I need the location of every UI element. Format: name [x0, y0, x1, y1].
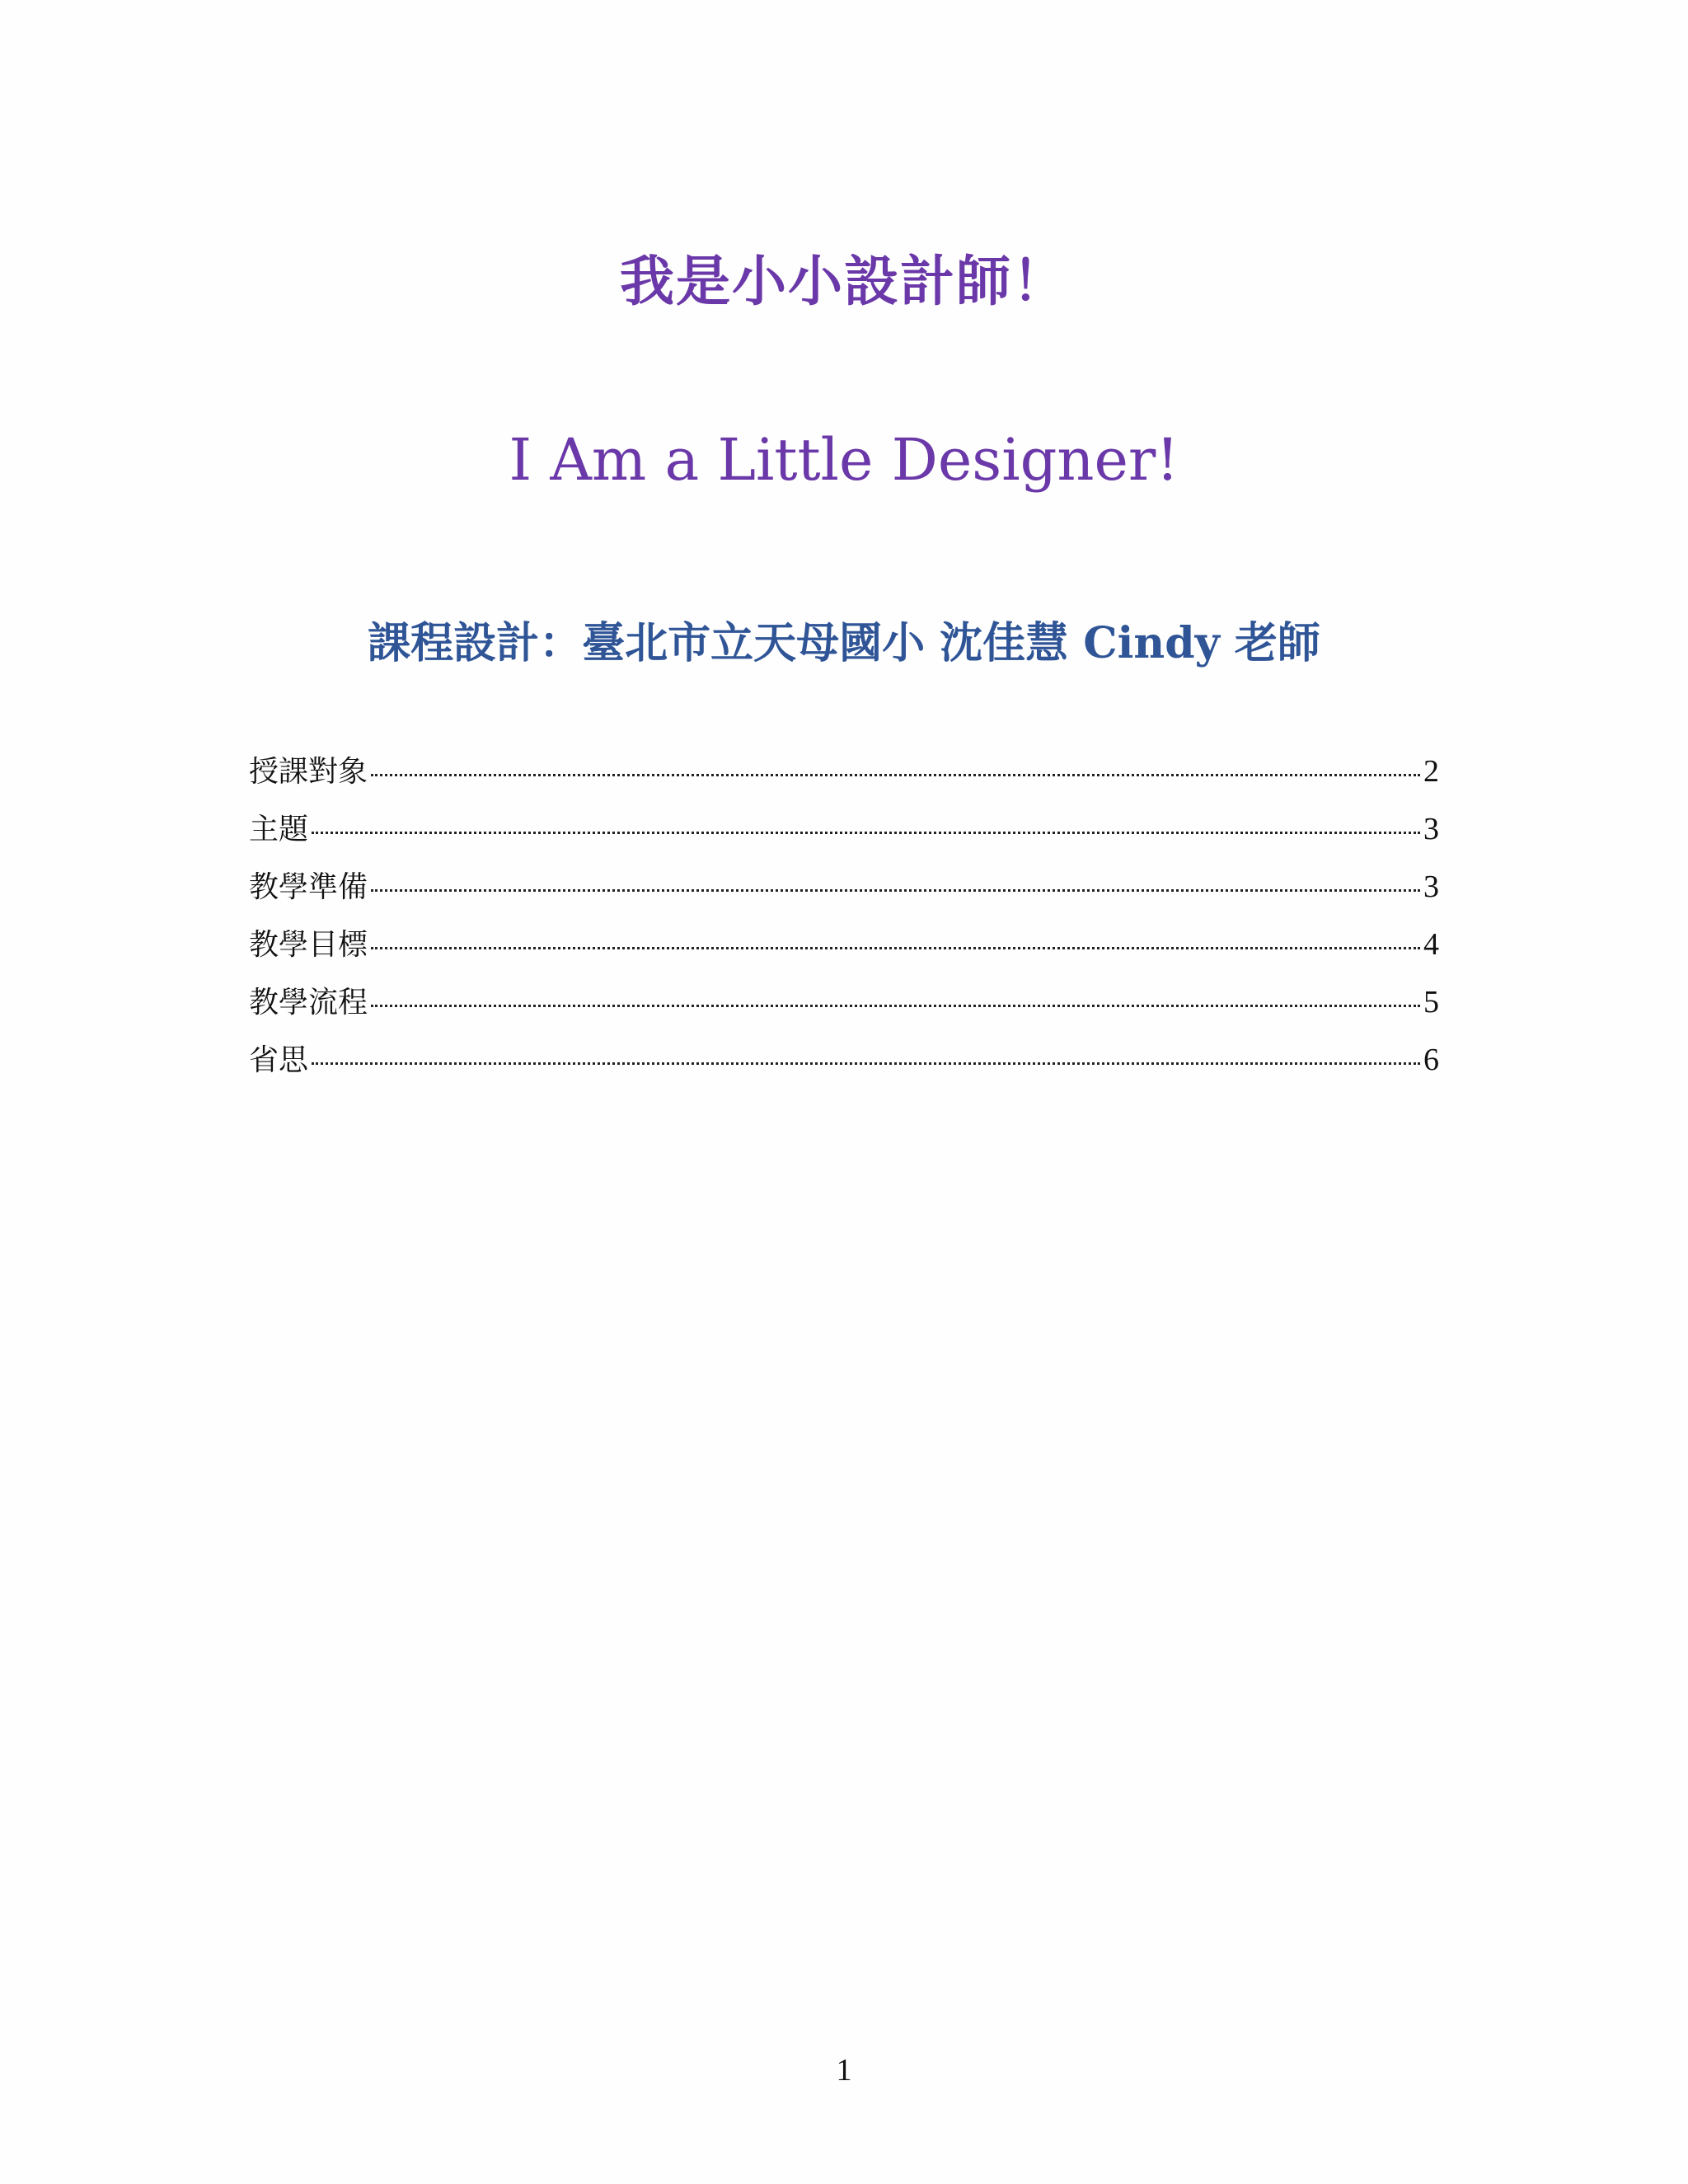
- author-line: 課程設計：臺北市立天母國小 沈佳慧 Cindy 老師: [368, 618, 1320, 668]
- toc-leader-dots: [371, 774, 1420, 776]
- toc-page-number: 4: [1423, 927, 1439, 962]
- toc-page-number: 2: [1423, 754, 1439, 789]
- toc-leader-dots: [371, 947, 1420, 949]
- toc-leader-dots: [312, 832, 1420, 834]
- toc-page-number: 3: [1423, 869, 1439, 904]
- toc-label: 主題: [249, 813, 309, 846]
- toc-page-number: 5: [1423, 985, 1439, 1019]
- page-number: 1: [836, 2053, 852, 2088]
- toc-entry-objectives[interactable]: [249, 921, 1439, 979]
- toc-label: 教學流程: [249, 986, 368, 1019]
- table-of-contents: [249, 748, 1439, 1094]
- toc-page-number: 6: [1423, 1043, 1439, 1077]
- toc-label: 教學準備: [249, 870, 368, 904]
- toc-entry-audience[interactable]: [249, 748, 1439, 806]
- toc-entry-preparation[interactable]: [249, 864, 1439, 921]
- title-english: I Am a Little Designer!: [509, 426, 1179, 494]
- toc-entry-reflection[interactable]: [249, 1037, 1439, 1094]
- toc-leader-dots: [371, 1005, 1420, 1007]
- toc-entry-theme[interactable]: [249, 806, 1439, 864]
- toc-leader-dots: [371, 889, 1420, 892]
- toc-label: 省思: [249, 1043, 309, 1077]
- title-chinese: 我是小小設計師！: [620, 249, 1068, 313]
- toc-page-number: 3: [1423, 812, 1439, 846]
- toc-label: 授課對象: [249, 755, 368, 789]
- toc-leader-dots: [312, 1062, 1420, 1065]
- toc-entry-procedure[interactable]: [249, 979, 1439, 1037]
- toc-label: 教學目標: [249, 928, 368, 962]
